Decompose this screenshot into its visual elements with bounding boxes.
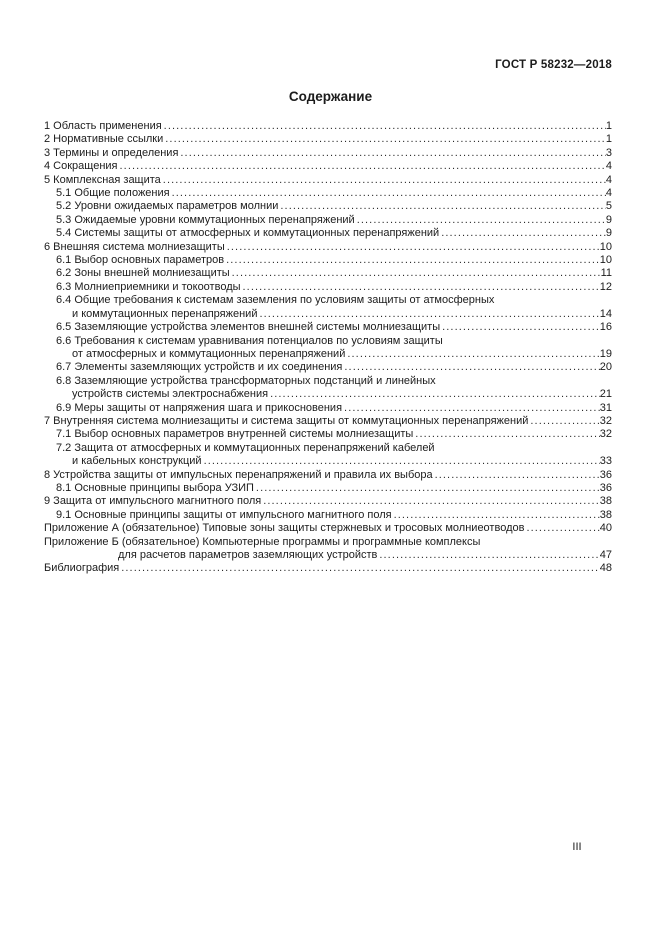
- toc-entry-page: 48: [599, 562, 612, 575]
- toc-entry-text: Приложение Б (обязательное) Компьютерные программы и программные комплексы: [44, 535, 481, 548]
- toc-entry-text: и коммутационных перенапряжений: [72, 307, 258, 320]
- toc-entry: [44, 227, 612, 240]
- toc-entry-page: 3: [605, 146, 612, 159]
- toc-entry-page: 20: [599, 361, 612, 374]
- toc-entry: [44, 214, 612, 227]
- toc-entry-page: 4: [605, 187, 612, 200]
- dot-leader: [278, 200, 605, 213]
- dot-leader: [170, 187, 606, 200]
- toc-entry: [44, 562, 612, 575]
- toc-entry-page: 11: [600, 267, 612, 280]
- toc-entry-text: 6.2 Зоны внешней молниезащиты: [56, 267, 230, 280]
- toc-entry-text: 7.2 Защита от атмосферных и коммутационных перенапряжений кабелей: [56, 441, 435, 454]
- toc-entry-page: 1: [605, 120, 612, 132]
- page-title: Содержание: [288, 89, 373, 104]
- toc-entry-text: 7.1 Выбор основных параметров внутренней системы молниезащиты: [56, 428, 414, 441]
- toc-entry-page: 33: [599, 455, 612, 468]
- toc-entry-text: 6.9 Меры защиты от напряжения шага и прикосновения: [56, 401, 343, 414]
- toc-entry-text: 5.1 Общие положения: [56, 187, 170, 200]
- toc-entry-page: 32: [599, 428, 612, 441]
- toc-entry-text: 5.4 Системы защиты от атмосферных и коммутационных перенапряжений: [56, 227, 440, 240]
- toc-entry: [44, 428, 612, 441]
- toc-entry-text: 5.3 Ожидаемые уровни коммутационных перенапряжений: [56, 213, 355, 226]
- toc-entry-text: 6.4 Общие требования к системам заземления по условиям защиты от атмосферных: [56, 294, 495, 307]
- toc-entry: [44, 442, 612, 455]
- toc-entry: [44, 241, 612, 254]
- toc-entry: [44, 522, 612, 535]
- toc-entry-text: устройств системы электроснабжения: [72, 388, 269, 401]
- toc-entry-text: 6.3 Молниеприемники и токоотводы: [56, 280, 241, 293]
- toc-entry-page: 38: [599, 495, 612, 508]
- toc-entry: [44, 348, 612, 361]
- toc-entry-text: 6.8 Заземляющие устройства трансформаторных подстанций и линейных: [56, 374, 436, 387]
- dot-leader: [268, 388, 600, 401]
- toc-entry: [44, 254, 612, 267]
- toc-entry: [44, 549, 612, 562]
- toc-entry-text: для расчетов параметров заземляющих устройств: [118, 549, 378, 561]
- toc-entry-text: Приложение А (обязательное) Типовые зоны защиты стержневых и тросовых молниеотводов: [44, 522, 525, 535]
- toc-entry-page: 36: [599, 468, 612, 481]
- toc-entry: [44, 509, 612, 522]
- toc-entry-page: 4: [605, 173, 612, 186]
- dot-leader: [241, 281, 600, 294]
- toc-entry: [44, 402, 612, 415]
- dot-leader: [163, 133, 606, 146]
- dot-leader: [224, 254, 600, 267]
- toc-entry: [44, 187, 612, 200]
- toc-entry-page: 21: [599, 388, 612, 401]
- toc-entry-text: 6.7 Элементы заземляющих устройств и их соединения: [56, 361, 343, 374]
- dot-leader: [345, 348, 599, 361]
- toc-entry-page: 9: [605, 213, 612, 226]
- toc-entry-text: 1 Область применения: [44, 120, 162, 132]
- dot-leader: [161, 174, 606, 187]
- toc-entry-page: 19: [599, 347, 612, 360]
- toc-entry: [44, 294, 612, 307]
- dot-leader: [439, 227, 606, 240]
- toc-list: [44, 120, 612, 576]
- dot-leader: [178, 147, 605, 160]
- toc-entry-text: 5 Комплексная защита: [44, 173, 161, 186]
- toc-entry-page: 16: [599, 321, 612, 334]
- toc-entry-page: 47: [599, 549, 612, 561]
- toc-entry: [44, 455, 612, 468]
- page-number: III: [572, 841, 582, 853]
- dot-leader: [254, 482, 600, 495]
- toc-entry-text: и кабельных конструкций: [72, 455, 202, 468]
- toc-entry-text: 6.1 Выбор основных параметров: [56, 254, 225, 267]
- toc-entry-text: 3 Термины и определения: [44, 146, 179, 159]
- dot-leader: [118, 160, 606, 173]
- toc-entry-page: 5: [605, 200, 612, 213]
- toc-entry: [44, 375, 612, 388]
- dot-leader: [433, 469, 600, 482]
- toc-entry-text: 9 Защита от импульсного магнитного поля: [44, 495, 262, 508]
- toc-entry: [44, 388, 612, 401]
- toc-entry-text: 6 Внешняя система молниезащиты: [44, 240, 225, 253]
- dot-leader: [342, 361, 599, 374]
- dot-leader: [202, 455, 600, 468]
- dot-leader: [261, 495, 600, 508]
- toc-entry: [44, 536, 612, 549]
- toc-entry: [44, 335, 612, 348]
- dot-leader: [257, 308, 599, 321]
- toc-entry: [44, 361, 612, 374]
- toc-entry-text: 6.6 Требования к системам уравнивания потенциалов по условиям защиты: [56, 334, 443, 347]
- toc-entry-text: 8 Устройства защиты от импульсных перенапряжений и правила их выбора: [44, 468, 433, 481]
- toc-entry-page: 32: [599, 414, 612, 427]
- toc-entry-page: 36: [599, 481, 612, 494]
- toc-entry-page: 4: [605, 160, 612, 173]
- dot-leader: [119, 562, 600, 575]
- toc-entry-page: 9: [605, 227, 612, 240]
- toc-entry: [44, 160, 612, 173]
- toc-entry-text: 5.2 Уровни ожидаемых параметров молнии: [56, 200, 279, 213]
- dot-leader: [230, 267, 601, 280]
- toc-entry-page: 40: [599, 522, 612, 535]
- dot-leader: [392, 509, 600, 522]
- toc-entry: [44, 495, 612, 508]
- toc-entry-page: 10: [599, 240, 612, 253]
- toc-entry-page: 14: [599, 307, 612, 320]
- toc-entry-text: 9.1 Основные принципы защиты от импульсного магнитного поля: [56, 508, 392, 521]
- toc-entry: [44, 482, 612, 495]
- dot-leader: [440, 321, 600, 334]
- dot-leader: [524, 522, 599, 535]
- dot-leader: [225, 241, 600, 254]
- toc-entry: [44, 308, 612, 321]
- toc-entry-page: 10: [599, 254, 612, 267]
- dot-leader: [162, 120, 606, 133]
- toc-entry-text: 2 Нормативные ссылки: [44, 133, 164, 146]
- toc-entry-text: Библиография: [44, 562, 120, 575]
- toc-entry: [44, 147, 612, 160]
- toc-entry-page: 31: [599, 401, 612, 414]
- toc-entry-page: 12: [599, 280, 612, 293]
- dot-leader: [413, 428, 599, 441]
- toc-entry: [44, 415, 612, 428]
- document-standard-number: ГОСТ Р 58232—2018: [495, 59, 612, 71]
- toc-entry: [44, 120, 612, 133]
- toc-entry: [44, 281, 612, 294]
- toc-entry-text: от атмосферных и коммутационных перенапряжений: [72, 347, 346, 360]
- toc-entry-page: 38: [599, 508, 612, 521]
- dot-leader: [342, 402, 600, 415]
- toc-entry-text: 7 Внутренняя система молниезащиты и система защиты от коммутационных перенапряжений: [44, 414, 529, 427]
- toc-entry: [44, 174, 612, 187]
- dot-leader: [377, 549, 599, 562]
- toc-entry-text: 8.1 Основные принципы выбора УЗИП: [56, 481, 254, 494]
- toc-entry: [44, 321, 612, 334]
- toc-entry: [44, 469, 612, 482]
- toc-entry-page: 1: [605, 133, 612, 146]
- dot-leader: [355, 214, 606, 227]
- toc-entry: [44, 267, 612, 280]
- toc-entry-text: 6.5 Заземляющие устройства элементов внешней системы молниезащиты: [56, 321, 441, 334]
- dot-leader: [528, 415, 599, 428]
- toc-entry-text: 4 Сокращения: [44, 160, 118, 173]
- toc-entry: [44, 200, 612, 213]
- toc-entry: [44, 133, 612, 146]
